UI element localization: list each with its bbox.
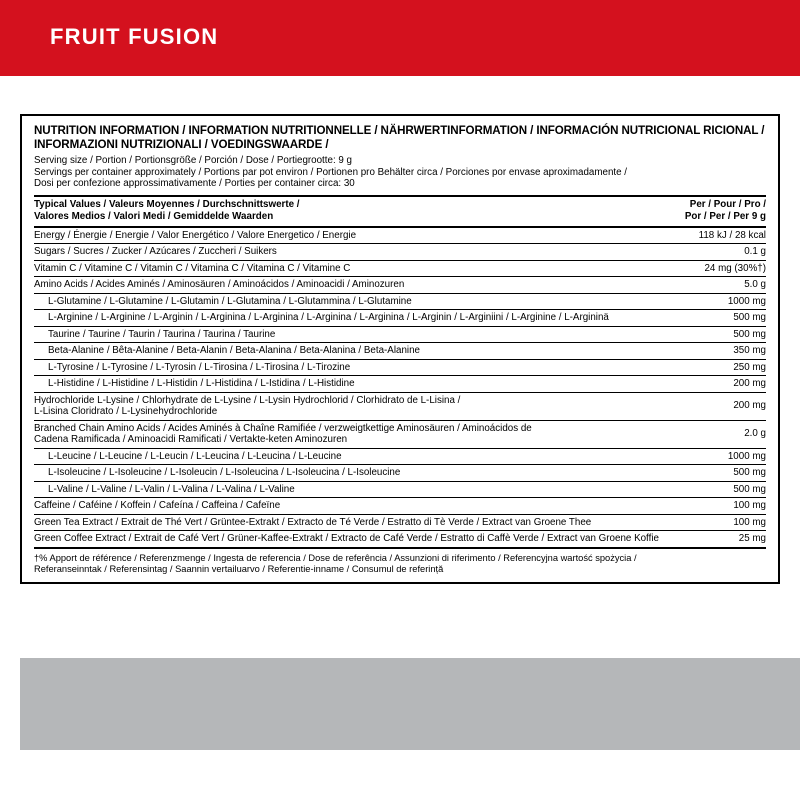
table-row: [34, 310, 766, 327]
nutrient-value: 1000 mg: [674, 293, 766, 310]
nutrition-table-body: [34, 197, 766, 547]
table-row: [34, 293, 766, 310]
nutrient-label: L-Histidine / L-Histidine / L-Histidin / L-Histidina / L-Istidina / L-Histidine: [34, 376, 674, 393]
column-header-right-line1: Per / Pour / Pro /: [689, 198, 766, 210]
nutrient-label: Hydrochloride L-Lysine / Chlorhydrate de L-Lysine / L-Lysin Hydrochlorid / Clorhidrato de L-Lisina / L-Lisina Cloridrato / L-Lysinehydrochloride: [34, 392, 674, 420]
column-header-right-line2: Por / Per / Per 9 g: [684, 210, 766, 222]
nutrient-label: L-Tyrosine / L-Tyrosine / L-Tyrosin / L-Tirosina / L-Tirosina / L-Tirozine: [34, 359, 674, 376]
table-row: [34, 277, 766, 294]
table-row: [34, 481, 766, 498]
column-header-left: [34, 197, 674, 227]
table-row: [34, 244, 766, 261]
column-header-left-line1: Typical Values / Valeurs Moyennes / Durchschnittswerte /: [34, 198, 300, 210]
serving-info: [34, 155, 766, 190]
table-row: [34, 465, 766, 482]
nutrient-label: Vitamin C / Vitamine C / Vitamin C / Vitamina C / Vitamina C / Vitamine C: [34, 260, 674, 277]
table-row: [34, 343, 766, 360]
nutrient-value: 2.0 g: [674, 420, 766, 448]
nutrient-label: Amino Acids / Acides Aminés / Aminosäuren / Aminoácidos / Aminoacidi / Aminozuren: [34, 277, 674, 294]
nutrient-label: L-Glutamine / L-Glutamine / L-Glutamin / L-Glutamina / L-Glutammina / L-Glutamine: [34, 293, 674, 310]
nutrient-label: Taurine / Taurine / Taurin / Taurina / Taurina / Taurine: [34, 326, 674, 343]
nutrient-label: L-Leucine / L-Leucine / L-Leucin / L-Leucina / L-Leucina / L-Leucine: [34, 448, 674, 465]
nutrient-value: 350 mg: [674, 343, 766, 360]
nutrient-value: 500 mg: [674, 481, 766, 498]
nutrient-value: 5.0 g: [674, 277, 766, 294]
table-row: [34, 359, 766, 376]
table-header-row: [34, 197, 766, 227]
nutrient-label: Green Coffee Extract / Extrait de Café Vert / Grüner-Kaffee-Extrakt / Extracto de Café Verde / Estratto di Caffè Verde / Extract van Groene Koffie: [34, 533, 659, 544]
nutrient-value: 0.1 g: [674, 244, 766, 261]
nutrient-value: 118 kJ / 28 kcal: [674, 227, 766, 244]
table-row: [34, 376, 766, 393]
nutrient-label: Green Tea Extract / Extrait de Thé Vert / Grüntee-Extrakt / Extracto de Té Verde / Estratto di Tè Verde / Extract van Groene Thee: [34, 514, 674, 531]
nutrient-label: Sugars / Sucres / Zucker / Azúcares / Zuccheri / Suikers: [34, 244, 674, 261]
servings-per-container-line2: Dosi per confezione approssimativamente / Porties per container circa: 30: [34, 178, 355, 189]
nutrient-value: 200 mg: [674, 376, 766, 393]
nutrition-panel: [20, 114, 780, 584]
page-title: FRUIT FUSION: [50, 24, 219, 49]
nutrient-value: 500 mg: [674, 310, 766, 327]
nutrition-table: [34, 197, 766, 547]
nutrient-label: Branched Chain Amino Acids / Acides Aminés à Chaîne Ramifiée / verzweigtkettige Aminosäuren / Aminoácidos de Cadena Ramificada / Aminoacidi Ramificati / Vertakte-keten Aminozuren: [34, 420, 674, 448]
header-banner: [0, 0, 800, 76]
table-row: [34, 448, 766, 465]
footer-block: [0, 658, 800, 800]
nutrient-label: Beta-Alanine / Bêta-Alanine / Beta-Alanin / Beta-Alanina / Beta-Alanina / Beta-Alanine: [34, 343, 674, 360]
footer-grey-bar: [20, 658, 800, 750]
nutrient-value: 100 mg: [674, 498, 766, 515]
nutrient-value: 100 mg: [674, 514, 766, 531]
nutrient-label: Energy / Énergie / Energie / Valor Energético / Valore Energetico / Energie: [34, 227, 674, 244]
table-row: [34, 420, 766, 448]
footer-white-bar: [0, 750, 800, 800]
nutrient-label: L-Isoleucine / L-Isoleucine / L-Isoleucin / L-Isoleucina / L-Isoleucina / L-Isoleucine: [34, 465, 674, 482]
table-row: [34, 326, 766, 343]
column-header-right: [674, 197, 766, 227]
table-row: [34, 227, 766, 244]
table-row: [34, 531, 766, 547]
servings-per-container-line1: Servings per container approximately / Portions par pot environ / Portionen pro Behälter circa / Porciones por envase aproximadamente /: [34, 166, 628, 178]
nutrient-value: 500 mg: [674, 465, 766, 482]
footnote: [34, 547, 766, 576]
nutrient-value: 200 mg: [674, 392, 766, 420]
nutrient-value: 25 mg: [738, 533, 766, 544]
column-header-left-line2: Valores Medios / Valori Medi / Gemiddelde Waarden: [34, 210, 274, 222]
nutrient-label: L-Valine / L-Valine / L-Valin / L-Valina / L-Valina / L-Valine: [34, 481, 674, 498]
table-row: [34, 260, 766, 277]
nutrient-label: Caffeine / Caféine / Koffein / Cafeína / Caffeina / Cafeïne: [34, 498, 674, 515]
nutrient-value: 500 mg: [674, 326, 766, 343]
table-row: [34, 392, 766, 420]
serving-size: Serving size / Portion / Portionsgröße / Porción / Dose / Portiegrootte: 9 g: [34, 155, 353, 166]
footnote-line2: Referanseinntak / Referensintag / Saannin vertailuarvo / Referentie-inname / Consumul de referință: [34, 564, 444, 574]
footnote-line1: †% Apport de référence / Referenzmenge / Ingesta de referencia / Dose de referência / Assunzioni di riferimento / Referencyjna wartość spożycia /: [34, 552, 637, 563]
nutrient-value: 24 mg (30%†): [674, 260, 766, 277]
nutrient-value: 250 mg: [674, 359, 766, 376]
table-row: [34, 514, 766, 531]
nutrient-value: 1000 mg: [674, 448, 766, 465]
nutrient-label: L-Arginine / L-Arginine / L-Arginin / L-Arginina / L-Arginina / L-Arginina / L-Arginina / L-Arginin / L-Arginiini / L-Arginine / L-Argininä: [34, 310, 674, 327]
panel-title: NUTRITION INFORMATION / INFORMATION NUTRITIONNELLE / NÄHRWERTINFORMATION / INFORMACIÓN NUTRICIONAL RICIONAL / INFORMAZIONI NUTRIZIONALI / VOEDINGSWAARDE /: [34, 124, 765, 151]
table-row: [34, 498, 766, 515]
